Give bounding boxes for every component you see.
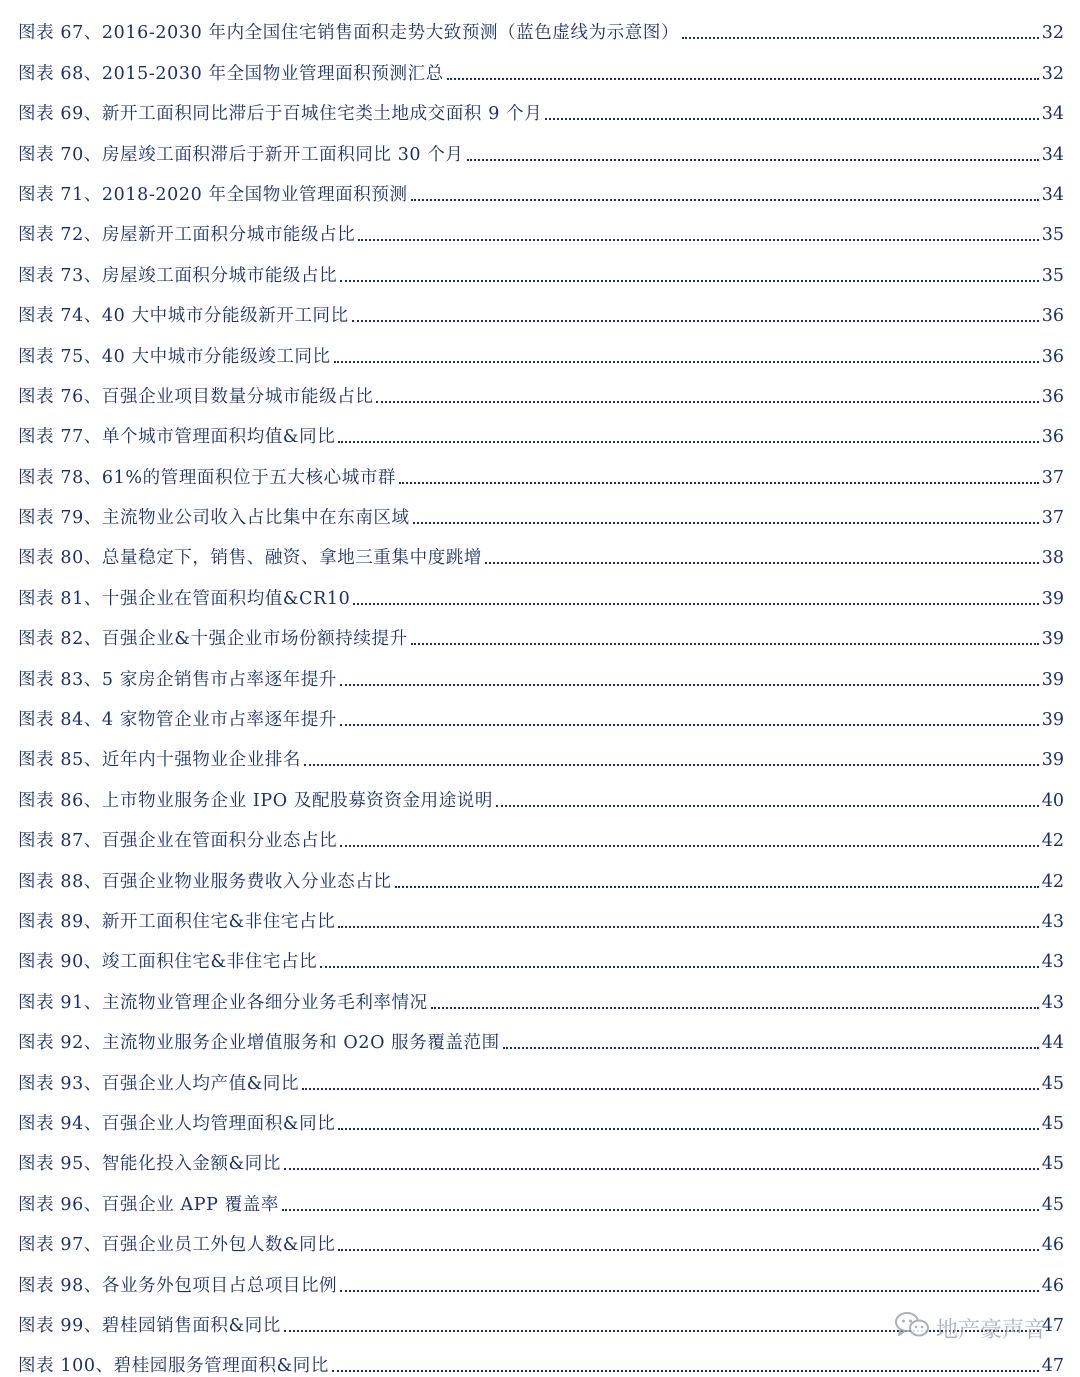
dot-leader <box>340 724 1039 726</box>
toc-entry-page-number[interactable]: 46 <box>1041 1235 1064 1256</box>
toc-entry[interactable] <box>18 4 1064 44</box>
dot-leader <box>545 118 1038 120</box>
toc-entry-page-number[interactable]: 36 <box>1041 386 1064 407</box>
toc-entry-title[interactable]: 图表 78、61%的管理面积位于五大核心城市群 <box>18 467 397 488</box>
dot-leader <box>399 482 1039 484</box>
dot-leader <box>358 239 1038 241</box>
toc-entry[interactable] <box>18 85 1064 125</box>
dot-leader <box>431 1007 1039 1009</box>
toc-entry[interactable] <box>18 1297 1064 1337</box>
toc-entry-page-number[interactable]: 34 <box>1041 144 1064 165</box>
dot-leader <box>304 764 1039 766</box>
dot-leader <box>376 401 1038 403</box>
toc-entry-title[interactable]: 图表 82、百强企业&十强企业市场份额持续提升 <box>18 629 408 650</box>
dot-leader <box>353 603 1038 605</box>
toc-entry-page-number[interactable]: 34 <box>1041 184 1064 205</box>
toc-entry-page-number[interactable]: 40 <box>1041 790 1064 811</box>
dot-leader <box>413 522 1039 524</box>
toc-entry-title[interactable]: 图表 76、百强企业项目数量分城市能级占比 <box>18 386 374 407</box>
toc-entry-title[interactable]: 图表 97、百强企业员工外包人数&同比 <box>18 1235 336 1256</box>
toc-entry-page-number[interactable]: 36 <box>1041 427 1064 448</box>
toc-entry-title[interactable]: 图表 94、百强企业人均管理面积&同比 <box>18 1113 336 1134</box>
toc-entry[interactable] <box>18 610 1064 650</box>
dot-leader <box>302 1088 1039 1090</box>
dot-leader <box>332 1370 1039 1372</box>
toc-entry-page-number[interactable]: 34 <box>1041 104 1064 125</box>
toc-entry-page-number[interactable]: 37 <box>1041 467 1064 488</box>
toc-entry[interactable] <box>18 933 1064 973</box>
toc-entry-title[interactable]: 图表 83、5 家房企销售市占率逐年提升 <box>18 669 338 690</box>
toc-entry-title[interactable]: 图表 86、上市物业服务企业 IPO 及配股募资资金用途说明 <box>18 790 493 811</box>
toc-entry[interactable] <box>18 1175 1064 1215</box>
dot-leader <box>411 199 1039 201</box>
toc-entry[interactable] <box>18 246 1064 286</box>
toc-entry[interactable] <box>18 206 1064 246</box>
toc-entry-page-number[interactable]: 37 <box>1041 508 1064 529</box>
toc-entry-page-number[interactable]: 32 <box>1041 23 1064 44</box>
toc-entry-page-number[interactable]: 42 <box>1041 831 1064 852</box>
dot-leader <box>338 1128 1038 1130</box>
toc-entry-title[interactable]: 图表 67、2016-2030 年内全国住宅销售面积走势大致预测（蓝色虚线为示意图） <box>18 23 680 44</box>
toc-entry-page-number[interactable]: 32 <box>1041 63 1064 84</box>
toc-entry-page-number[interactable]: 45 <box>1041 1194 1064 1215</box>
dot-leader <box>284 1168 1039 1170</box>
toc-entry[interactable] <box>18 529 1064 569</box>
toc-entry[interactable] <box>18 448 1064 488</box>
toc-entry-title[interactable]: 图表 84、4 家物管企业市占率逐年提升 <box>18 710 338 731</box>
toc-entry[interactable] <box>18 1095 1064 1135</box>
toc-entry-title[interactable]: 图表 85、近年内十强物业企业排名 <box>18 750 302 771</box>
toc-entry-page-number[interactable]: 45 <box>1041 1154 1064 1175</box>
toc-entry-page-number[interactable]: 43 <box>1041 992 1064 1013</box>
toc-entry-title[interactable]: 图表 79、主流物业公司收入占比集中在东南区域 <box>18 508 410 529</box>
toc-entry-page-number[interactable]: 36 <box>1041 346 1064 367</box>
toc-entry-title[interactable]: 图表 98、各业务外包项目占总项目比例 <box>18 1275 338 1296</box>
toc-entry-title[interactable]: 图表 95、智能化投入金额&同比 <box>18 1154 282 1175</box>
toc-entry[interactable] <box>18 771 1064 811</box>
dot-leader <box>340 1290 1038 1292</box>
toc-entry-title[interactable]: 图表 89、新开工面积住宅&非住宅占比 <box>18 911 336 932</box>
toc-entry[interactable] <box>18 1337 1064 1377</box>
toc-entry-page-number[interactable]: 38 <box>1041 548 1064 569</box>
toc-entry-page-number[interactable]: 39 <box>1041 669 1064 690</box>
toc-entry[interactable] <box>18 1014 1064 1054</box>
toc-entry-title[interactable]: 图表 77、单个城市管理面积均值&同比 <box>18 427 336 448</box>
toc-entry-page-number[interactable]: 35 <box>1041 265 1064 286</box>
toc-entry-title[interactable]: 图表 87、百强企业在管面积分业态占比 <box>18 831 338 852</box>
toc-entry-title[interactable]: 图表 74、40 大中城市分能级新开工同比 <box>18 306 349 327</box>
table-of-figures <box>18 4 1064 1377</box>
toc-entry-page-number[interactable]: 47 <box>1041 1315 1064 1336</box>
toc-entry-page-number[interactable]: 44 <box>1041 1033 1064 1054</box>
toc-entry-title[interactable]: 图表 70、房屋竣工面积滞后于新开工面积同比 30 个月 <box>18 144 464 165</box>
toc-entry-title[interactable]: 图表 93、百强企业人均产值&同比 <box>18 1073 300 1094</box>
dot-leader <box>282 1209 1039 1211</box>
dot-leader <box>340 280 1038 282</box>
toc-entry[interactable] <box>18 1054 1064 1094</box>
toc-entry-title[interactable]: 图表 73、房屋竣工面积分城市能级占比 <box>18 265 338 286</box>
dot-leader <box>411 643 1039 645</box>
toc-entry-page-number[interactable]: 43 <box>1041 952 1064 973</box>
toc-entry-title[interactable]: 图表 68、2015-2030 年全国物业管理面积预测汇总 <box>18 63 444 84</box>
toc-entry[interactable] <box>18 973 1064 1013</box>
dot-leader <box>284 1330 1039 1332</box>
dot-leader <box>447 78 1039 80</box>
toc-entry[interactable] <box>18 287 1064 327</box>
toc-entry-page-number[interactable]: 39 <box>1041 588 1064 609</box>
dot-leader <box>334 361 1039 363</box>
dot-leader <box>682 37 1039 39</box>
toc-entry-title[interactable]: 图表 71、2018-2020 年全国物业管理面积预测 <box>18 184 408 205</box>
toc-entry-title[interactable]: 图表 81、十强企业在管面积均值&CR10 <box>18 588 351 609</box>
dot-leader <box>503 1047 1039 1049</box>
toc-entry[interactable] <box>18 1135 1064 1175</box>
toc-entry-title[interactable]: 图表 72、房屋新开工面积分城市能级占比 <box>18 225 356 246</box>
dot-leader <box>338 1249 1038 1251</box>
toc-entry-page-number[interactable]: 39 <box>1041 629 1064 650</box>
toc-entry[interactable] <box>18 1256 1064 1296</box>
toc-entry-page-number[interactable]: 47 <box>1041 1356 1064 1377</box>
toc-entry[interactable] <box>18 569 1064 609</box>
toc-entry[interactable] <box>18 408 1064 448</box>
dot-leader <box>395 886 1039 888</box>
toc-entry-title[interactable]: 图表 75、40 大中城市分能级竣工同比 <box>18 346 331 367</box>
toc-entry[interactable] <box>18 731 1064 771</box>
toc-entry-page-number[interactable]: 39 <box>1041 750 1064 771</box>
watermark-text: 地产豪声音 <box>935 1317 1046 1343</box>
toc-entry[interactable] <box>18 691 1064 731</box>
toc-entry[interactable] <box>18 1216 1064 1256</box>
dot-leader <box>340 845 1038 847</box>
dot-leader <box>467 159 1039 161</box>
toc-entry[interactable] <box>18 368 1064 408</box>
dot-leader <box>340 684 1039 686</box>
toc-entry[interactable] <box>18 812 1064 852</box>
toc-entry[interactable] <box>18 489 1064 529</box>
toc-entry[interactable] <box>18 893 1064 933</box>
toc-entry-title[interactable]: 图表 91、主流物业管理企业各细分业务毛利率情况 <box>18 992 428 1013</box>
toc-entry-title[interactable]: 图表 92、主流物业服务企业增值服务和 O2O 服务覆盖范围 <box>18 1033 500 1054</box>
dot-leader <box>338 441 1038 443</box>
toc-entry-page-number[interactable]: 45 <box>1041 1073 1064 1094</box>
toc-entry-page-number[interactable]: 46 <box>1041 1275 1064 1296</box>
toc-entry[interactable] <box>18 852 1064 892</box>
toc-entry-title[interactable]: 图表 96、百强企业 APP 覆盖率 <box>18 1194 279 1215</box>
dot-leader <box>320 966 1039 968</box>
toc-entry-page-number[interactable]: 42 <box>1041 871 1064 892</box>
toc-entry-page-number[interactable]: 39 <box>1041 710 1064 731</box>
toc-entry-page-number[interactable]: 36 <box>1041 306 1064 327</box>
toc-entry-title[interactable]: 图表 88、百强企业物业服务费收入分业态占比 <box>18 871 392 892</box>
toc-entry-page-number[interactable]: 45 <box>1041 1113 1064 1134</box>
toc-entry[interactable] <box>18 125 1064 165</box>
dot-leader <box>496 805 1039 807</box>
toc-entry[interactable] <box>18 166 1064 206</box>
dot-leader <box>338 926 1038 928</box>
dot-leader <box>352 320 1039 322</box>
toc-entry-title[interactable]: 图表 80、总量稳定下，销售、融资、拿地三重集中度跳增 <box>18 548 483 569</box>
toc-entry-page-number[interactable]: 43 <box>1041 911 1064 932</box>
toc-entry-title[interactable]: 图表 69、新开工面积同比滞后于百城住宅类土地成交面积 9 个月 <box>18 104 543 125</box>
toc-entry[interactable] <box>18 327 1064 367</box>
dot-leader <box>485 562 1039 564</box>
toc-entry-page-number[interactable]: 35 <box>1041 225 1064 246</box>
toc-entry[interactable] <box>18 44 1064 84</box>
toc-entry-title[interactable]: 图表 99、碧桂园销售面积&同比 <box>18 1315 282 1336</box>
toc-entry[interactable] <box>18 650 1064 690</box>
toc-entry-title[interactable]: 图表 90、竣工面积住宅&非住宅占比 <box>18 952 318 973</box>
toc-entry-title[interactable]: 图表 100、碧桂园服务管理面积&同比 <box>18 1356 329 1377</box>
